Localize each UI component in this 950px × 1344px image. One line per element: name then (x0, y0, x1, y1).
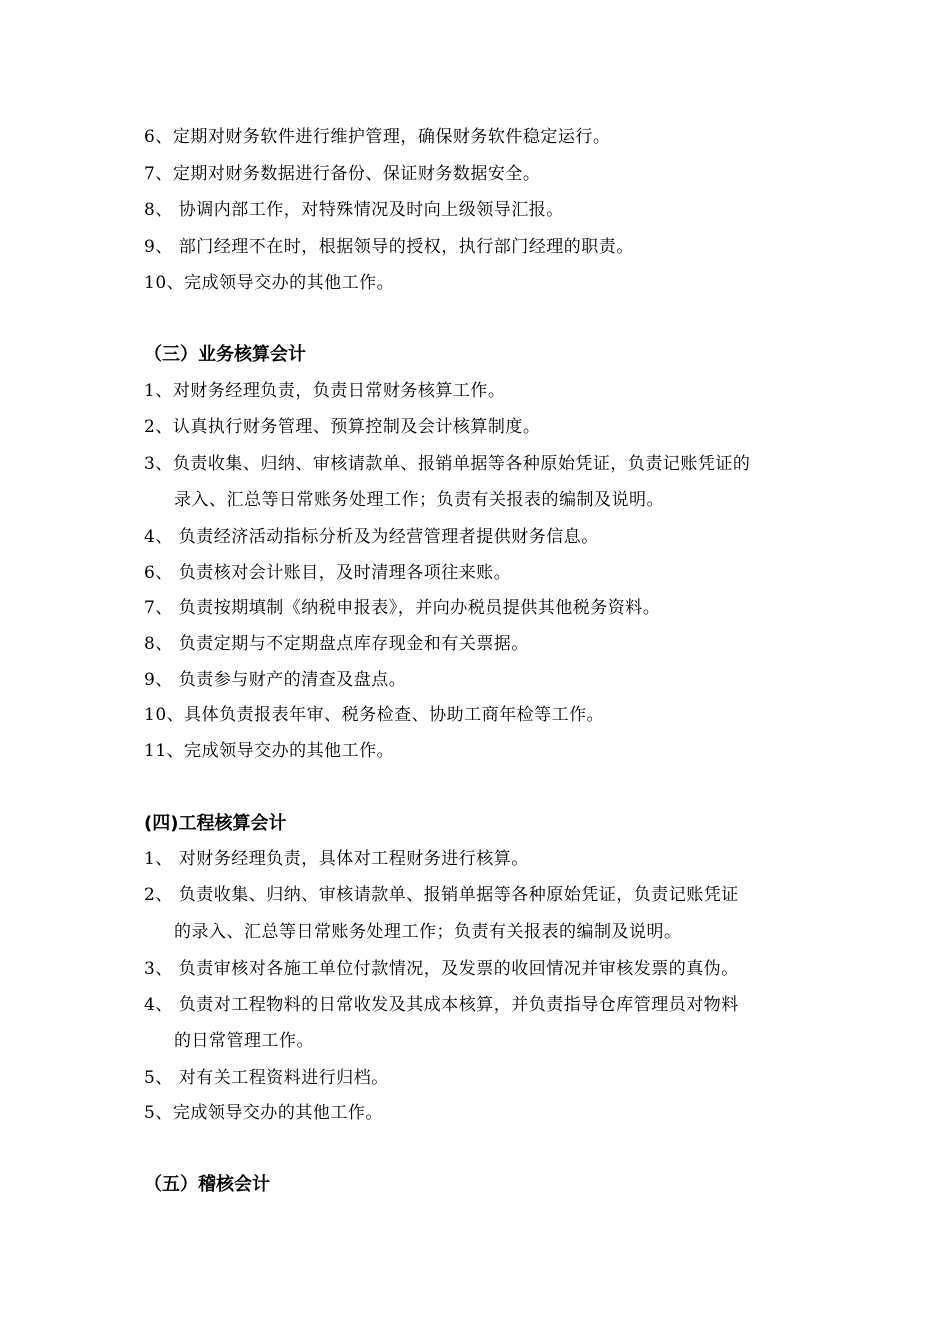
list-item: 9、 部门经理不在时，根据领导的授权，执行部门经理的职责。 (144, 237, 634, 257)
list-item-continuation: 的日常管理工作。 (174, 1031, 314, 1051)
section-heading: （三）业务核算会计 (144, 344, 306, 365)
list-item: 7、定期对财务数据进行备份、保证财务数据安全。 (144, 164, 541, 184)
list-item: 10、完成领导交办的其他工作。 (144, 273, 395, 293)
list-item: 11、完成领导交办的其他工作。 (144, 741, 395, 761)
list-item: 8、 负责定期与不定期盘点库存现金和有关票据。 (144, 634, 529, 654)
list-item: 4、 负责对工程物料的日常收发及其成本核算，并负责指导仓库管理员对物料 (144, 995, 739, 1015)
list-item: 6、定期对财务软件进行维护管理，确保财务软件稳定运行。 (144, 127, 611, 147)
list-item: 5、完成领导交办的其他工作。 (144, 1103, 383, 1123)
list-item: 8、 协调内部工作，对特殊情况及时向上级领导汇报。 (144, 200, 564, 220)
list-item: 9、 负责参与财产的清查及盘点。 (144, 670, 407, 690)
list-item: 3、负责收集、归纳、审核请款单、报销单据等各种原始凭证，负责记账凭证的 (144, 454, 751, 474)
list-item: 1、 对财务经理负责，具体对工程财务进行核算。 (144, 849, 529, 869)
section-heading: （五）稽核会计 (144, 1174, 270, 1195)
list-item: 2、认真执行财务管理、预算控制及会计核算制度。 (144, 417, 541, 437)
list-item: 1、对财务经理负责，负责日常财务核算工作。 (144, 381, 506, 401)
section-heading: (四)工程核算会计 (144, 813, 287, 834)
list-item-continuation: 录入、汇总等日常账务处理工作；负责有关报表的编制及说明。 (174, 490, 664, 510)
list-item: 6、 负责核对会计账目，及时清理各项往来账。 (144, 563, 512, 583)
list-item-continuation: 的录入、汇总等日常账务处理工作；负责有关报表的编制及说明。 (174, 922, 682, 942)
list-item: 10、具体负责报表年审、税务检查、协助工商年检等工作。 (144, 705, 605, 725)
list-item: 7、 负责按期填制《纳税申报表》，并向办税员提供其他税务资料。 (144, 598, 661, 618)
list-item: 2、 负责收集、归纳、审核请款单、报销单据等各种原始凭证，负责记账凭证 (144, 885, 739, 905)
list-item: 4、 负责经济活动指标分析及为经营管理者提供财务信息。 (144, 527, 599, 547)
list-item: 3、 负责审核对各施工单位付款情况，及发票的收回情况并审核发票的真伪。 (144, 959, 739, 979)
list-item: 5、 对有关工程资料进行归档。 (144, 1068, 389, 1088)
